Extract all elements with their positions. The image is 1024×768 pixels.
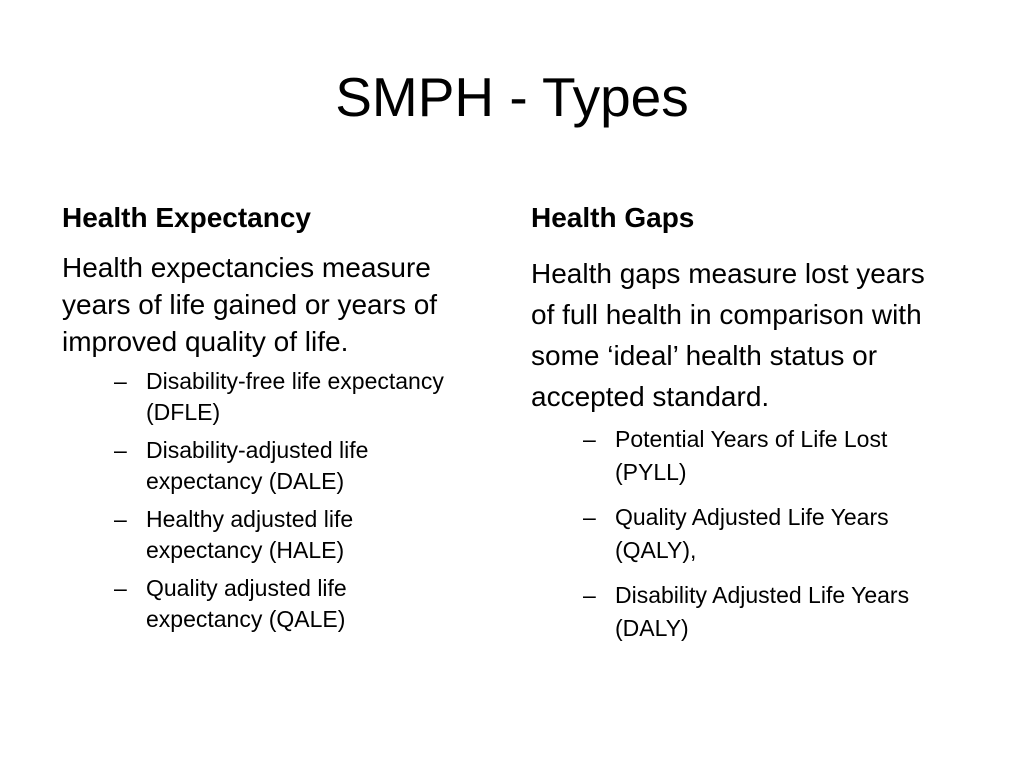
left-column bbox=[62, 200, 502, 642]
list-item-text: Quality Adjusted Life Years (QALY), bbox=[615, 504, 889, 563]
dash-bullet: – bbox=[114, 368, 127, 394]
right-sublist bbox=[583, 423, 963, 645]
dash-bullet: – bbox=[114, 437, 127, 463]
dash-bullet: – bbox=[583, 504, 596, 530]
dash-bullet: – bbox=[114, 506, 127, 532]
list-item-text: Disability-adjusted life expectancy (DALE) bbox=[146, 437, 369, 494]
right-column bbox=[531, 200, 971, 657]
dash-bullet: – bbox=[583, 426, 596, 452]
list-item-text: Healthy adjusted life expectancy (HALE) bbox=[146, 506, 354, 563]
dash-bullet: – bbox=[114, 575, 127, 601]
list-item bbox=[114, 573, 444, 635]
list-item bbox=[114, 366, 444, 428]
left-body-text: Health expectancies measure years of life gained or years of improved quality of life. bbox=[62, 252, 438, 357]
list-item bbox=[583, 501, 963, 567]
list-item-text: Disability-free life expectancy (DFLE) bbox=[146, 368, 444, 425]
left-sublist bbox=[114, 366, 444, 635]
list-item bbox=[114, 435, 444, 497]
list-item bbox=[583, 579, 963, 645]
list-item-text: Quality adjusted life expectancy (QALE) bbox=[146, 575, 347, 632]
right-body-text: Health gaps measure lost years of full health in comparison with some ‘ideal’ health status or accepted standard. bbox=[531, 258, 925, 412]
list-item bbox=[583, 423, 963, 489]
right-heading: Health Gaps bbox=[531, 202, 695, 233]
list-item-text: Disability Adjusted Life Years (DALY) bbox=[615, 582, 910, 641]
list-item bbox=[114, 504, 444, 566]
list-item-text: Potential Years of Life Lost (PYLL) bbox=[615, 426, 888, 485]
dash-bullet: – bbox=[583, 582, 596, 608]
left-heading: Health Expectancy bbox=[62, 202, 311, 233]
slide-title: SMPH - Types bbox=[335, 66, 689, 128]
